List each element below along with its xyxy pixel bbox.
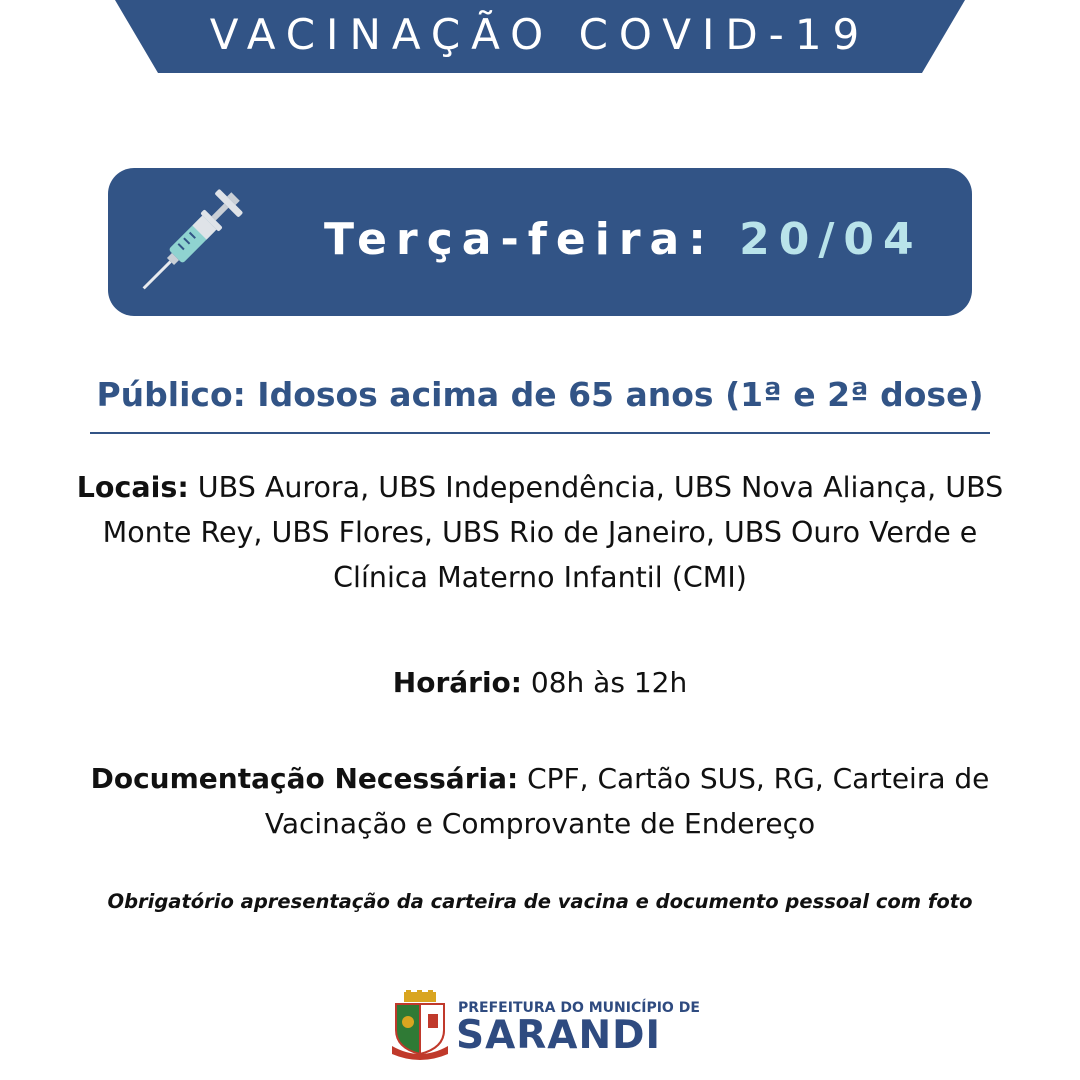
banner-title: VACINAÇÃO COVID-19 xyxy=(209,10,871,59)
horario-paragraph xyxy=(70,660,1010,705)
prefeitura-logo xyxy=(390,990,700,1060)
divider xyxy=(90,432,990,434)
mandatory-notice: Obrigatório apresentação da carteira de vacina e documento pessoal com foto xyxy=(107,890,973,913)
horario-label: Horário: xyxy=(392,666,522,699)
documentacao-label: Documentação Necessária: xyxy=(90,762,519,795)
documentacao-paragraph xyxy=(70,756,1010,846)
coat-of-arms-icon xyxy=(390,990,450,1060)
logo-line1: PREFEITURA DO MUNICÍPIO DE xyxy=(458,1000,700,1016)
locais-paragraph xyxy=(70,465,1010,600)
date-card xyxy=(108,168,972,316)
horario-value: 08h às 12h xyxy=(522,666,688,699)
date-heading xyxy=(324,214,923,265)
locais-label: Locais: xyxy=(76,471,189,504)
documentacao-value: CPF, Cartão SUS, RG, Carteira de Vacinação e Comprovante de Endereço xyxy=(264,762,990,840)
locais-value: UBS Aurora, UBS Independência, UBS Nova Aliança, UBS Monte Rey, UBS Flores, UBS Rio de Janeiro, UBS Ouro Verde e Clínica Materno Infantil (CMI) xyxy=(102,471,1004,594)
public-heading: Público: Idosos acima de 65 anos (1ª e 2ª dose) xyxy=(96,375,984,414)
weekday-label: Terça-feira: xyxy=(324,214,740,265)
syringe-icon xyxy=(136,184,246,299)
top-banner xyxy=(115,0,965,73)
logo-line2: SARANDI xyxy=(456,1013,662,1058)
date-value: 20/04 xyxy=(739,214,923,265)
